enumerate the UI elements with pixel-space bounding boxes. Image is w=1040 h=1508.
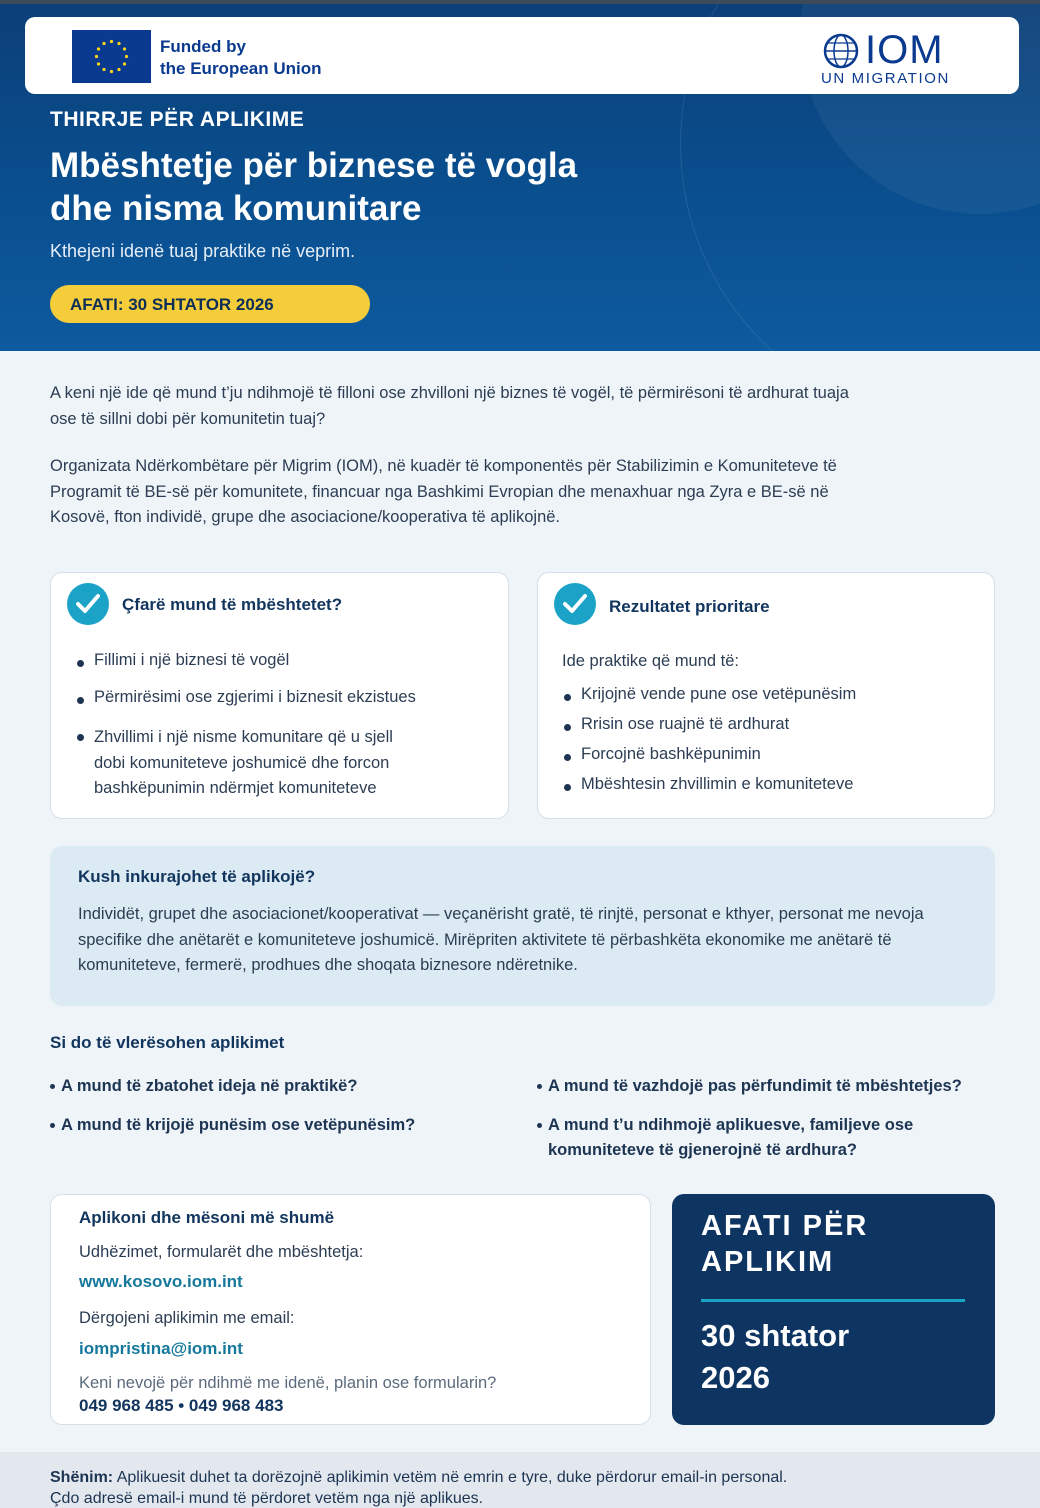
- deadline-date-line-2: 2026: [701, 1360, 770, 1395]
- eligibility-text: Individët, grupet dhe asociacionet/kooperativat — veçanërisht gratë, të rinjtë, personat e kthyer, personat me nevoja specifike dhe anëtarët e komuniteteve joshumicë. Mirëpriten aktivitete të përbashkëta ekonomike me anëtarë të komuniteteve, fermerë, prodhues dhe shoqata biznesore ndëretnike.: [78, 905, 924, 974]
- deadline-date-line-1: 30 shtator: [701, 1318, 850, 1353]
- support-card-title: Çfarë mund të mbështetet?: [122, 595, 343, 614]
- deadline-label-line-2: APLIKIM: [701, 1246, 835, 1278]
- list-item: Rrisin ose ruajnë të ardhurat: [564, 715, 964, 734]
- title-line-2: dhe nisma komunitare: [50, 189, 422, 228]
- note-label: Shënim:: [50, 1469, 114, 1486]
- divider: [701, 1299, 965, 1302]
- deadline-label: [701, 1208, 961, 1280]
- deadline-date: [701, 1315, 961, 1399]
- check-circle-icon: [554, 583, 596, 625]
- iom-wordmark: IOM: [865, 28, 944, 72]
- email-label: Dërgojeni aplikimin me email:: [79, 1309, 295, 1327]
- evaluation-title: Si do të vlerësohen aplikimet: [50, 1033, 285, 1052]
- logo-bar: [25, 17, 1019, 94]
- page-subtitle: Kthejeni idenë tuaj praktike në veprim.: [50, 241, 356, 261]
- eligibility-title: Kush inkurajohet të aplikojë?: [78, 867, 316, 886]
- intro-paragraph-1: A keni një ide që mund t’ju ndihmojë të filloni ose zhvilloni një biznes të vogël, të përmirësoni të ardhurat tuaja ose të sillni dobi për komunitetin tuaj?: [50, 384, 849, 428]
- list-item: Përmirësimi ose zgjerimi i biznesit ekzistues: [77, 688, 477, 707]
- list-item: Krijojnë vende pune ose vetëpunësim: [564, 685, 964, 704]
- evaluation-item: A mund të vazhdojë pas përfundimit të mbështetjes?: [537, 1074, 997, 1099]
- iom-globe-icon: [821, 33, 861, 69]
- priority-card: [537, 572, 995, 819]
- help-label: Keni nevojë për ndihmë me idenë, planin ose formularin?: [79, 1374, 497, 1392]
- deadline-badge: AFATI: 30 SHTATOR 2026: [50, 285, 370, 323]
- eu-flag-icon: [72, 30, 151, 83]
- list-item: Mbështesin zhvillimin e komuniteteve: [564, 775, 964, 794]
- note-line-1: Aplikuesit duhet ta dorëzojnë aplikimin vetëm në emrin e tyre, duke përdorur email-in personal.: [113, 1469, 788, 1486]
- contact-title: Aplikoni dhe mësoni më shumë: [79, 1208, 335, 1227]
- hero-banner: [0, 4, 1040, 351]
- priority-lead: Ide praktike që mund të:: [562, 652, 740, 670]
- email-link[interactable]: iompristina@iom.int: [79, 1339, 243, 1358]
- iom-logo: [821, 28, 971, 87]
- support-list: [77, 651, 477, 802]
- website-link[interactable]: www.kosovo.iom.int: [79, 1272, 243, 1291]
- priority-card-title: Rezultatet prioritare: [609, 597, 770, 616]
- list-item: Fillimi i një biznesi të vogël: [77, 651, 477, 670]
- evaluation-item: A mund t’u ndihmojë aplikuesve, familjeve ose komuniteteve të gjenerojnë të ardhura?: [537, 1113, 947, 1163]
- intro-paragraph-2: Organizata Ndërkombëtare për Migrim (IOM), në kuadër të komponentës për Stabilizimin e Komuniteteve të Programit të BE-së për komunitete, financuar nga Bashkimi Evropian dhe menaxhuar nga Zyra e BE-së në Kosovë, fton individë, grupe dhe asociacione/kooperativa të aplikojnë.: [50, 457, 837, 526]
- note-text: [50, 1467, 950, 1508]
- funder-line-1: Funded by: [160, 37, 246, 56]
- list-item: Zhvillimi i një nisme komunitare që u sjell dobi komuniteteve joshumicë dhe forcon bashkëpunimin ndërmjet komuniteteve: [77, 725, 417, 802]
- call-kicker: THIRRJE PËR APLIKIME: [50, 108, 305, 131]
- deadline-label-line-1: AFATI PËR: [701, 1210, 869, 1242]
- evaluation-item: A mund të zbatohet ideja në praktikë?: [50, 1074, 510, 1099]
- phone-numbers: 049 968 485 • 049 968 483: [79, 1396, 284, 1415]
- list-item: Forcojnë bashkëpunimin: [564, 745, 964, 764]
- title-line-1: Mbështetje për biznese të vogla: [50, 146, 578, 185]
- footer-note: [0, 1452, 1040, 1508]
- iom-tagline: UN MIGRATION: [821, 70, 950, 87]
- note-line-2: Çdo adresë email-i mund të përdoret vetëm nga një aplikues.: [50, 1490, 484, 1507]
- eu-funding-label: [160, 36, 322, 80]
- support-card: [50, 572, 509, 819]
- guidelines-label: Udhëzimet, formularët dhe mbështetja:: [79, 1243, 364, 1261]
- check-circle-icon: [67, 583, 109, 625]
- page-title: [50, 144, 690, 230]
- priority-list: [564, 685, 964, 794]
- evaluation-item: A mund të krijojë punësim ose vetëpunësim?: [50, 1113, 510, 1138]
- funder-line-2: the European Union: [160, 59, 322, 78]
- eligibility-panel: [50, 846, 995, 1006]
- contact-card: [50, 1194, 651, 1425]
- deadline-box: [672, 1194, 995, 1425]
